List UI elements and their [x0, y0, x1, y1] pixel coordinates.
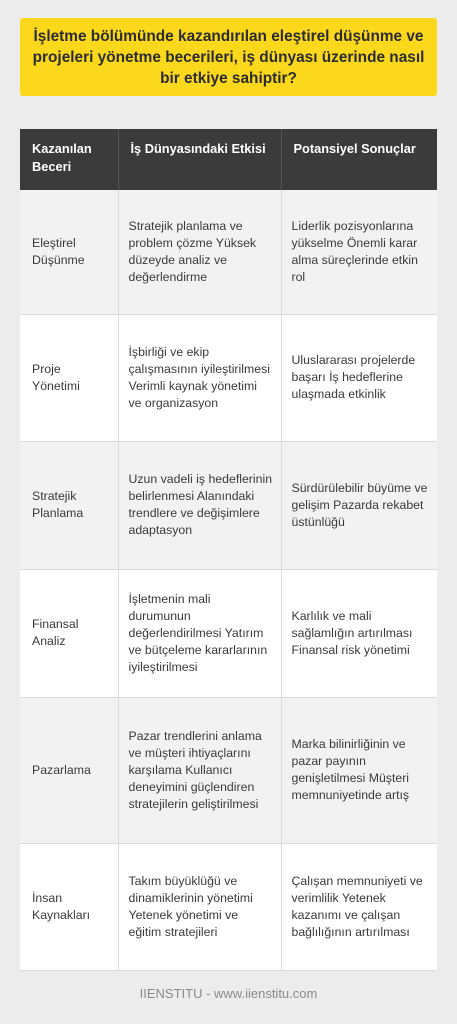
- header-skill: Kazanılan Beceri: [20, 129, 118, 190]
- table-row: [20, 314, 437, 441]
- result-cell: Sürdürülebilir büyüme ve gelişim Pazarda rekabet üstünlüğü: [281, 441, 437, 569]
- result-cell: Çalışan memnuniyeti ve verimlilik Yetenek kazanımı ve çalışan bağlılığının artırılması: [281, 843, 437, 970]
- header-result: Potansiyel Sonuçlar: [281, 129, 437, 190]
- skill-cell: Pazarlama: [20, 697, 118, 843]
- effect-cell: Uzun vadeli iş hedeflerinin belirlenmesi Alanındaki trendlere ve değişimlere adaptasyon: [118, 441, 281, 569]
- effect-cell: İşbirliği ve ekip çalışmasının iyileştirilmesi Verimli kaynak yönetimi ve organizasyon: [118, 314, 281, 441]
- effect-cell: Takım büyüklüğü ve dinamiklerinin yönetimi Yetenek yönetimi ve eğitim stratejileri: [118, 843, 281, 970]
- footer-credit: IIENSTITU - www.iienstitu.com: [139, 986, 318, 1001]
- effect-cell: Pazar trendlerini anlama ve müşteri ihtiyaçlarını karşılama Kullanıcı deneyimini güçlendiren stratejilerin geliştirilmesi: [118, 697, 281, 843]
- result-cell: Liderlik pozisyonlarına yükselme Önemli karar alma süreçlerinde etkin rol: [281, 190, 437, 314]
- table-row: [20, 697, 437, 843]
- title-banner: [20, 18, 437, 96]
- effect-cell: Stratejik planlama ve problem çözme Yüksek düzeyde analiz ve değerlendirme: [118, 190, 281, 314]
- header-effect: İş Dünyasındaki Etkisi: [118, 129, 281, 190]
- page-title: İşletme bölümünde kazandırılan eleştirel düşünme ve projeleri yönetme becerileri, iş dünyası üzerinde nasıl bir etkiye sahiptir?: [32, 27, 425, 87]
- table-row: [20, 190, 437, 314]
- skill-cell: Proje Yönetimi: [20, 314, 118, 441]
- result-cell: Uluslararası projelerde başarı İş hedeflerine ulaşmada etkinlik: [281, 314, 437, 441]
- skills-table-container: [20, 129, 437, 971]
- result-cell: Marka bilinirliğinin ve pazar payının genişletilmesi Müşteri memnuniyetinde artış: [281, 697, 437, 843]
- table-header-row: [20, 129, 437, 190]
- skill-cell: Eleştirel Düşünme: [20, 190, 118, 314]
- result-cell: Karlılık ve mali sağlamlığın artırılması Finansal risk yönetimi: [281, 569, 437, 697]
- table-row: [20, 441, 437, 569]
- skill-cell: İnsan Kaynakları: [20, 843, 118, 970]
- table-row: [20, 569, 437, 697]
- skills-table: [20, 129, 437, 971]
- effect-cell: İşletmenin mali durumunun değerlendirilmesi Yatırım ve bütçeleme kararlarının iyileştirilmesi: [118, 569, 281, 697]
- table-row: [20, 843, 437, 970]
- skill-cell: Stratejik Planlama: [20, 441, 118, 569]
- skill-cell: Finansal Analiz: [20, 569, 118, 697]
